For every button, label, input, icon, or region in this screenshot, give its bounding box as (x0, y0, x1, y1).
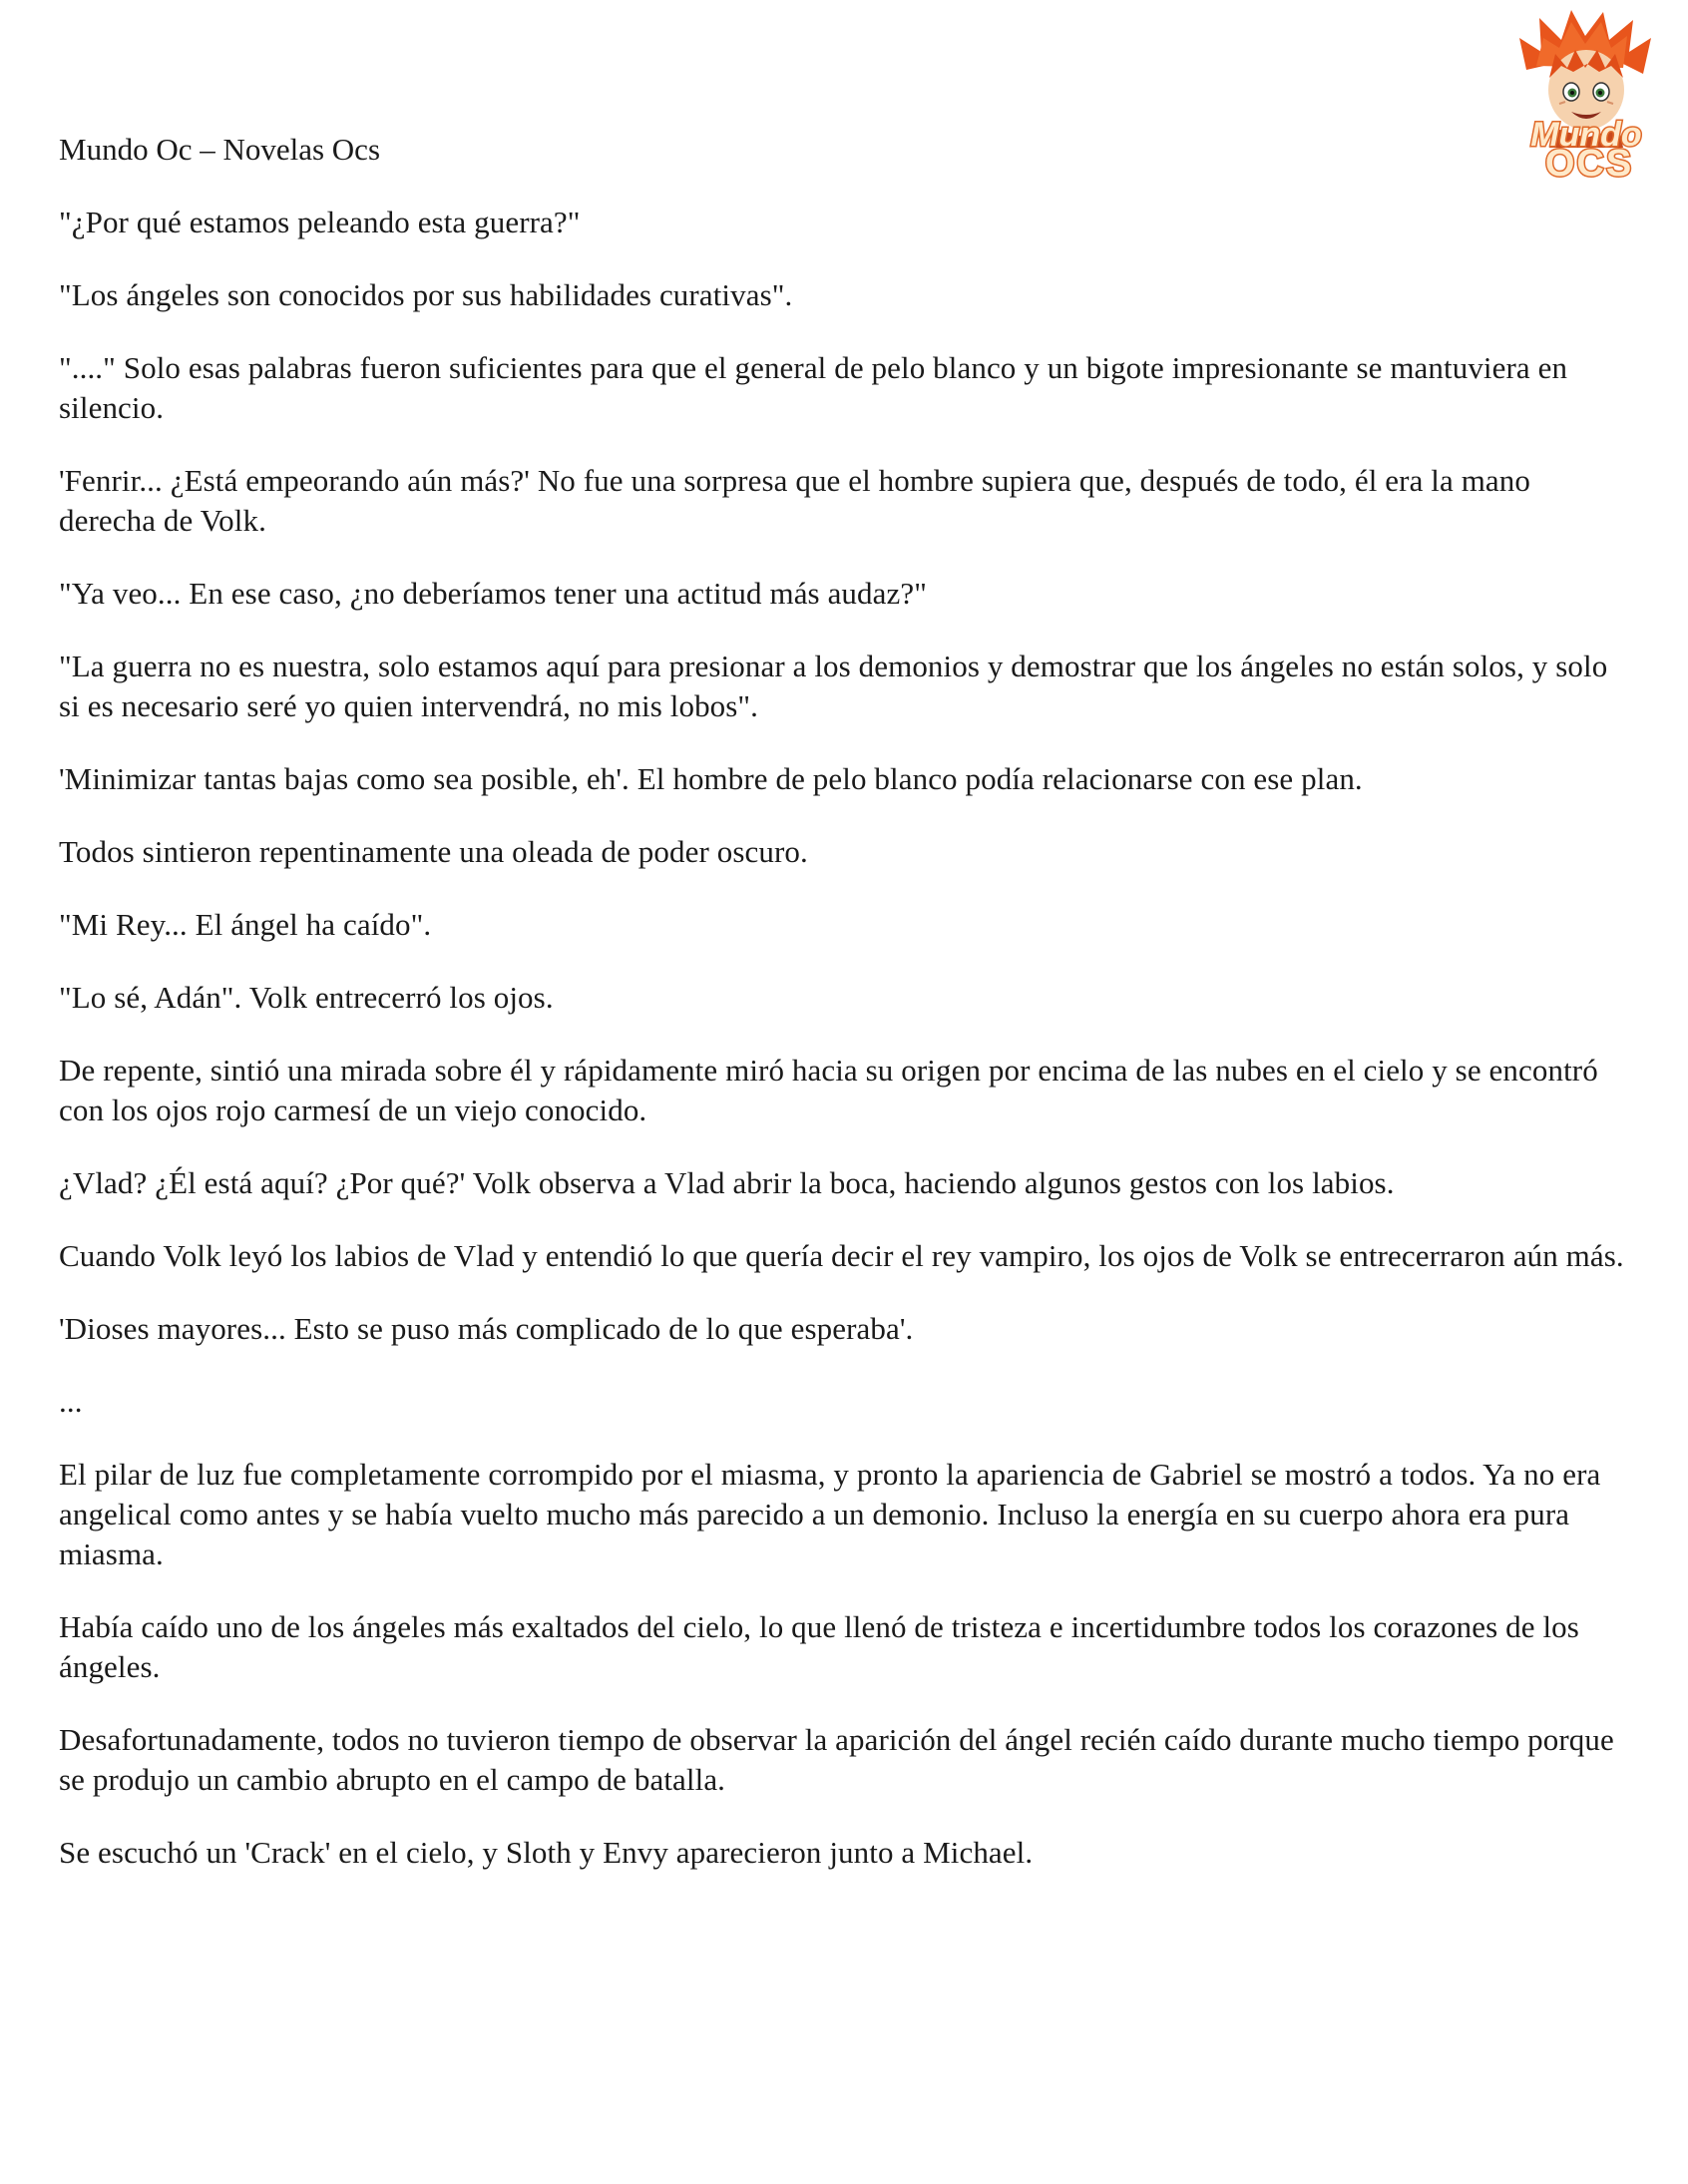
paragraph: "Ya veo... En ese caso, ¿no deberíamos tener una actitud más audaz?" (59, 576, 927, 611)
paragraph: Se escuchó un 'Crack' en el cielo, y Sloth y Envy aparecieron junto a Michael. (59, 1835, 1034, 1870)
paragraph: Había caído uno de los ángeles más exaltados del cielo, lo que llenó de tristeza e incertidumbre todos los corazones de los ángeles. (59, 1609, 1579, 1684)
scene-break: ... (59, 1384, 83, 1419)
document-body (59, 130, 1630, 1906)
paragraph: 'Dioses mayores... Esto se puso más complicado de lo que esperaba'. (59, 1311, 914, 1346)
site-title: Mundo Oc – Novelas Ocs (59, 132, 381, 167)
svg-text:OCS: OCS (1544, 143, 1634, 183)
paragraph: "Los ángeles son conocidos por sus habilidades curativas". (59, 277, 793, 312)
paragraph: "Lo sé, Adán". Volk entrecerró los ojos. (59, 980, 554, 1015)
paragraph: De repente, sintió una mirada sobre él y rápidamente miró hacia su origen por encima de las nubes en el cielo y se encontró con los ojos rojo carmesí de un viejo conocido. (59, 1053, 1598, 1127)
paragraph: "¿Por qué estamos peleando esta guerra?" (59, 205, 581, 239)
paragraph: "La guerra no es nuestra, solo estamos aquí para presionar a los demonios y demostrar que los ángeles no están solos, y solo si es necesario seré yo quien intervendrá, no mis lobos". (59, 649, 1608, 723)
paragraph: 'Fenrir... ¿Está empeorando aún más?' No fue una sorpresa que el hombre supiera que, después de todo, él era la mano derecha de Volk. (59, 463, 1530, 538)
paragraph: "...." Solo esas palabras fueron suficientes para que el general de pelo blanco y un bigote impresionante se mantuviera en silencio. (59, 350, 1568, 425)
paragraph: Cuando Volk leyó los labios de Vlad y entendió lo que quería decir el rey vampiro, los ojos de Volk se entrecerraron aún más. (59, 1238, 1624, 1273)
svg-text:Mundo: Mundo (1530, 116, 1642, 154)
paragraph: "Mi Rey... El ángel ha caído". (59, 907, 432, 942)
paragraph: ¿Vlad? ¿Él está aquí? ¿Por qué?' Volk observa a Vlad abrir la boca, haciendo algunos gestos con los labios. (59, 1165, 1395, 1200)
paragraph: El pilar de luz fue completamente corrompido por el miasma, y pronto la apariencia de Gabriel se mostró a todos. Ya no era angelical como antes y se había vuelto mucho más parecido a un demonio. Incluso la energía en su cuerpo ahora era pura miasma. (59, 1457, 1601, 1571)
paragraph: Desafortunadamente, todos no tuvieron tiempo de observar la aparición del ángel recién caído durante mucho tiempo porque se produjo un cambio abrupto en el campo de batalla. (59, 1722, 1614, 1797)
paragraph: 'Minimizar tantas bajas como sea posible, eh'. El hombre de pelo blanco podía relacionarse con ese plan. (59, 761, 1363, 796)
paragraph: Todos sintieron repentinamente una oleada de poder oscuro. (59, 834, 808, 869)
